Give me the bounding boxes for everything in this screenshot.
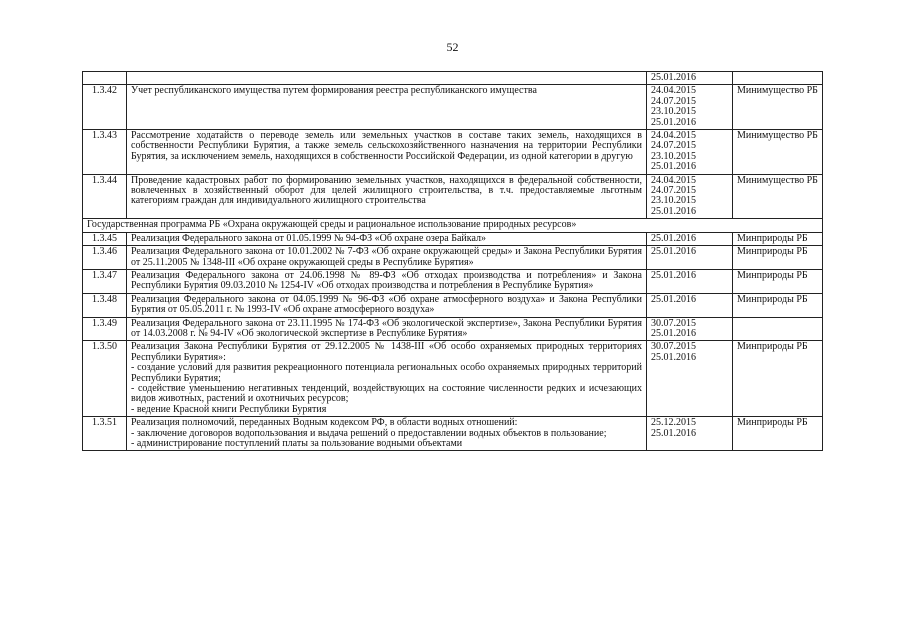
row-date: 25.01.2016: [651, 351, 696, 363]
row-description-line: Реализация Закона Республики Бурятия от 29.12.2005 № 1438-III «Об особо охраняемых природных территориях Республики Бурятия»:: [131, 341, 642, 363]
row-date: 23.10.2015: [651, 195, 696, 207]
row-description: [127, 341, 647, 417]
row-description-line: - администрирование поступлений платы за пользование водными объектами: [131, 438, 463, 449]
row-date: 24.04.2015: [651, 130, 696, 142]
row-dates: [647, 269, 733, 293]
row-number: 1.3.51: [83, 417, 127, 451]
row-description: Проведение кадастровых работ по формированию земельных участков, находящихся в федеральной собственности, вовлеченных в хозяйственный оборот для целей жилищного строительства, в т.ч. предоставляемые льготным категориям граждан для индивидуального жилищного строительства: [127, 174, 647, 219]
row-date: 25.01.2016: [651, 232, 696, 244]
page-number: 52: [446, 40, 459, 54]
row-number: 1.3.47: [83, 269, 127, 293]
row-date: 30.07.2015: [651, 341, 696, 353]
row-description-line: - ведение Красной книги Республики Бурятия: [131, 403, 327, 415]
row-number: 1.3.43: [83, 130, 127, 175]
row-description: Реализация Федерального закона от 10.01.2002 № 7-ФЗ «Об охране окружающей среды» и Закона Республики Бурятия от 25.11.2005 № 1348-III «Об охране окружающей среды в Республике Бурятия»: [127, 246, 647, 270]
row-date: 25.01.2016: [651, 427, 696, 439]
row-date: 25.01.2016: [651, 269, 696, 281]
table-row: [83, 417, 823, 451]
row-responsible: Минприроды РБ: [733, 417, 823, 451]
row-dates: [647, 130, 733, 175]
table-row: [83, 246, 823, 270]
table-row: [83, 85, 823, 130]
section-row: [83, 219, 823, 232]
section-title: Государственная программа РБ «Охрана окружающей среды и рациональное использование природных ресурсов»: [83, 219, 823, 232]
table-row: [83, 72, 823, 85]
row-responsible: Минприроды РБ: [733, 269, 823, 293]
plan-table: [82, 71, 823, 451]
row-description: Рассмотрение ходатайств о переводе земель или земельных участков в составе таких земель, находящихся в собственности Республики Бурятия, а также земель сельскохозяйственного назначения на территории Республики Бурятия, за исключением земель, находящихся в собственности Российской Федерации, из одной категории в другую: [127, 130, 647, 175]
row-date: 24.04.2015: [651, 85, 696, 97]
row-number: 1.3.45: [83, 232, 127, 245]
table-row: [83, 130, 823, 175]
row-number: 1.3.49: [83, 317, 127, 341]
row-description: Реализация Федерального закона от 04.05.1999 № 96-ФЗ «Об охране атмосферного воздуха» и Закона Республики Бурятия от 05.05.2011 г. № 1993-IV «Об охране атмосферного воздуха»: [127, 293, 647, 317]
row-description-line: - содействие уменьшению негативных тенденций, воздействующих на состояние численности редких и исчезающих видов животных, растений и охотничьих ресурсов;: [131, 382, 642, 405]
row-responsible: Минприроды РБ: [733, 232, 823, 245]
row-dates: [647, 317, 733, 341]
row-dates: [647, 85, 733, 130]
table-row: [83, 232, 823, 245]
row-date: 25.01.2016: [651, 327, 696, 339]
row-date: 23.10.2015: [651, 150, 696, 162]
row-description-line: - заключение договоров водопользования и выдача решений о предоставлении водных объектов в пользование;: [131, 427, 607, 439]
row-number: 1.3.48: [83, 293, 127, 317]
row-date: 23.10.2015: [651, 106, 696, 118]
row-number: 1.3.46: [83, 246, 127, 270]
row-description: Реализация Федерального закона от 23.11.1995 № 174-ФЗ «Об экологической экспертизе», Закона Республики Бурятия от 14.03.2008 г. № 94-IV «Об экологической экспертизе в Республике Бурятия»: [127, 317, 647, 341]
row-responsible: Минприроды РБ: [733, 246, 823, 270]
row-description-line: - создание условий для развития рекреационного потенциала региональных особо охраняемых природных территорий Республики Бурятия;: [131, 362, 642, 384]
row-date: 25.01.2016: [651, 161, 696, 173]
row-responsible: Минимущество РБ: [733, 174, 823, 219]
row-date: 25.01.2016: [651, 205, 696, 217]
table-row: [83, 269, 823, 293]
row-description: Реализация Федерального закона от 01.05.1999 № 94-ФЗ «Об охране озера Байкал»: [127, 232, 647, 245]
row-date: 24.07.2015: [651, 95, 696, 107]
row-responsible: Минприроды РБ: [733, 341, 823, 417]
row-date: 30.07.2015: [651, 317, 696, 329]
row-number: 1.3.50: [83, 341, 127, 417]
row-number: 1.3.44: [83, 174, 127, 219]
row-date: 25.01.2016: [651, 72, 696, 83]
table-row: [83, 293, 823, 317]
row-description: [127, 417, 647, 451]
row-dates: [647, 417, 733, 451]
row-dates: [647, 246, 733, 270]
row-dates: [647, 232, 733, 245]
row-dates: [647, 293, 733, 317]
row-responsible: Минприроды РБ: [733, 293, 823, 317]
table-row: [83, 174, 823, 219]
row-dates: [647, 341, 733, 417]
row-dates: [647, 174, 733, 219]
row-date: 25.12.2015: [651, 417, 696, 429]
row-number: 1.3.42: [83, 85, 127, 130]
table-row: [83, 341, 823, 417]
row-responsible: [733, 317, 823, 341]
row-date: 25.01.2016: [651, 246, 696, 258]
row-date: 24.07.2015: [651, 140, 696, 152]
row-responsible: [733, 72, 823, 85]
table-row: [83, 317, 823, 341]
row-number: [83, 72, 127, 85]
row-description: Реализация Федерального закона от 24.06.1998 № 89-ФЗ «Об отходах производства и потребления» и Закона Республики Бурятия 09.03.2010 № 1254-IV «Об отходах производства и потребления в Республике Бурятия»: [127, 269, 647, 293]
row-description: [127, 72, 647, 85]
row-description-line: Реализация полномочий, переданных Водным кодексом РФ, в области водных отношений:: [131, 417, 518, 429]
row-responsible: Минимущество РБ: [733, 85, 823, 130]
row-date: 24.04.2015: [651, 174, 696, 186]
row-date: 25.01.2016: [651, 116, 696, 128]
row-responsible: Минимущество РБ: [733, 130, 823, 175]
row-dates: [647, 72, 733, 85]
row-date: 24.07.2015: [651, 185, 696, 197]
row-description: Учет республиканского имущества путем формирования реестра республиканского имущества: [127, 85, 647, 130]
row-date: 25.01.2016: [651, 293, 696, 305]
